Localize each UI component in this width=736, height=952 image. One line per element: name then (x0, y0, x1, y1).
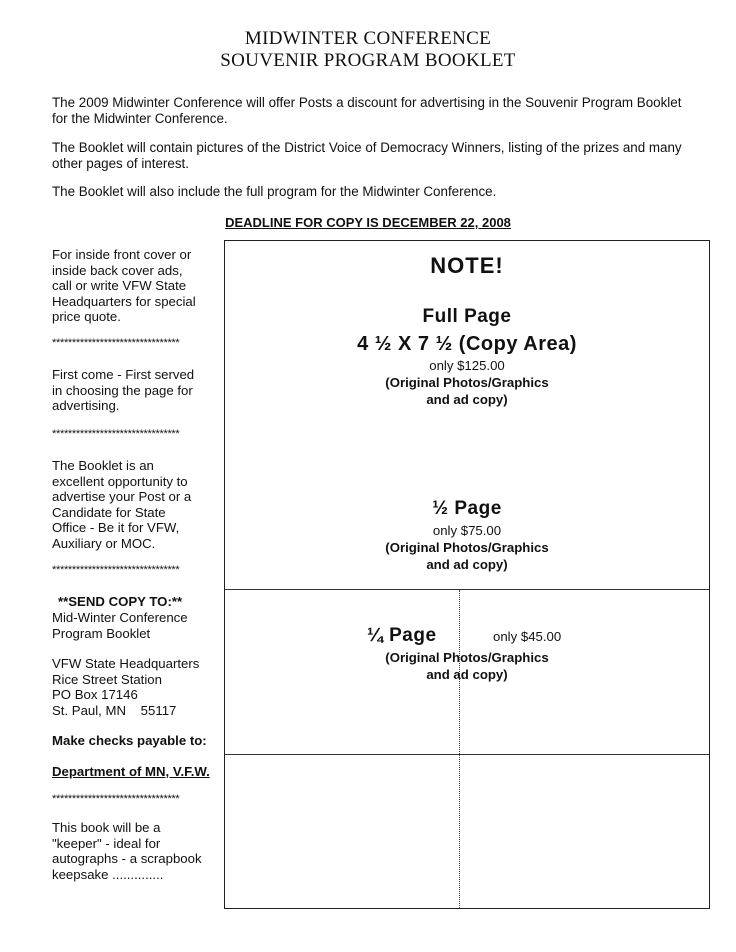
half-page-divider (225, 589, 709, 590)
sidebar-line: advertising. (52, 398, 120, 413)
sidebar-line: This book will be a (52, 820, 161, 835)
sidebar-line: For inside front cover or (52, 247, 192, 262)
sidebar-line: excellent opportunity to (52, 473, 188, 489)
sidebar-line: The Booklet is an (52, 458, 154, 473)
sidebar-line: autographs - a scrapbook (52, 851, 202, 866)
sidebar-line: PO Box 17146 (52, 687, 138, 702)
divider-stars: ******************************** (52, 428, 180, 440)
full-page-title: Full Page (422, 306, 512, 327)
full-page-detail-2: and ad copy) (426, 392, 508, 407)
sidebar-line: VFW State Headquarters (52, 656, 200, 671)
sidebar-line: Program Booklet (52, 625, 151, 641)
sidebar-line: Auxiliary or MOC. (52, 535, 156, 551)
sidebar-line: keepsake .............. (52, 866, 164, 882)
sidebar-send-copy (52, 610, 227, 641)
sidebar-address (52, 656, 227, 718)
sidebar-line: Candidate for State (52, 504, 166, 520)
intro-paragraph-1: The 2009 Midwinter Conference will offer Posts a discount for advertising in the Souvenir Program Booklet for the Midwinter Conference. (52, 95, 682, 126)
title-line-1: MIDWINTER CONFERENCE (244, 28, 492, 49)
quarter-page-title: ¼ Page (367, 625, 437, 646)
sidebar-line: inside back cover ads, (52, 262, 183, 278)
sidebar-line: "keeper" - ideal for (52, 835, 161, 851)
title-line-2: SOUVENIR PROGRAM BOOKLET (220, 50, 516, 71)
quarter-page-divider (225, 754, 709, 755)
deadline-notice: DEADLINE FOR COPY IS DECEMBER 22, 2008 (225, 215, 511, 230)
checks-heading: Make checks payable to: (52, 733, 207, 748)
full-page-size: 4 ½ X 7 ½ (Copy Area) (357, 333, 577, 355)
half-page-detail-2: and ad copy) (426, 557, 508, 572)
half-page-price: only $75.00 (432, 523, 502, 538)
half-page-detail-1: (Original Photos/Graphics (385, 540, 549, 555)
ad-size-box (224, 240, 710, 909)
sidebar-line: advertise your Post or a (52, 489, 192, 504)
sidebar-line: Headquarters for special (52, 293, 196, 309)
sidebar-line: First come - First served (52, 367, 195, 382)
checks-payee: Department of MN, V.F.W. (52, 764, 210, 779)
divider-stars: ******************************** (52, 564, 180, 576)
full-page-detail-1: (Original Photos/Graphics (385, 375, 549, 390)
sidebar-line: in choosing the page for (52, 382, 193, 398)
divider-stars: ******************************** (52, 793, 180, 805)
intro-paragraph-3: The Booklet will also include the full program for the Midwinter Conference. (52, 184, 497, 199)
sidebar-first-come (52, 367, 227, 414)
sidebar-line: St. Paul, MN 55117 (52, 702, 177, 718)
sidebar-cover-note (52, 247, 227, 325)
sidebar-keeper (52, 820, 227, 882)
quarter-vertical-divider (459, 590, 460, 908)
send-copy-heading: **SEND COPY TO:** (58, 594, 183, 609)
quarter-page-detail-1: (Original Photos/Graphics (385, 650, 549, 665)
sidebar-line: Rice Street Station (52, 671, 162, 687)
full-page-price: only $125.00 (429, 358, 505, 373)
sidebar-line: Mid-Winter Conference (52, 610, 188, 625)
quarter-page-detail-2: and ad copy) (426, 667, 508, 682)
sidebar-line: Office - Be it for VFW, (52, 520, 180, 535)
quarter-page-price: only $45.00 (493, 629, 562, 644)
sidebar-opportunity (52, 458, 227, 551)
half-page-title: ½ Page (432, 498, 502, 519)
divider-stars: ******************************** (52, 337, 180, 349)
note-heading: NOTE! (430, 253, 504, 278)
sidebar-line: price quote. (52, 309, 121, 324)
intro-paragraph-2: The Booklet will contain pictures of the District Voice of Democracy Winners, listing of the prizes and many other pages of interest. (52, 140, 682, 171)
sidebar-line: call or write VFW State (52, 278, 187, 293)
